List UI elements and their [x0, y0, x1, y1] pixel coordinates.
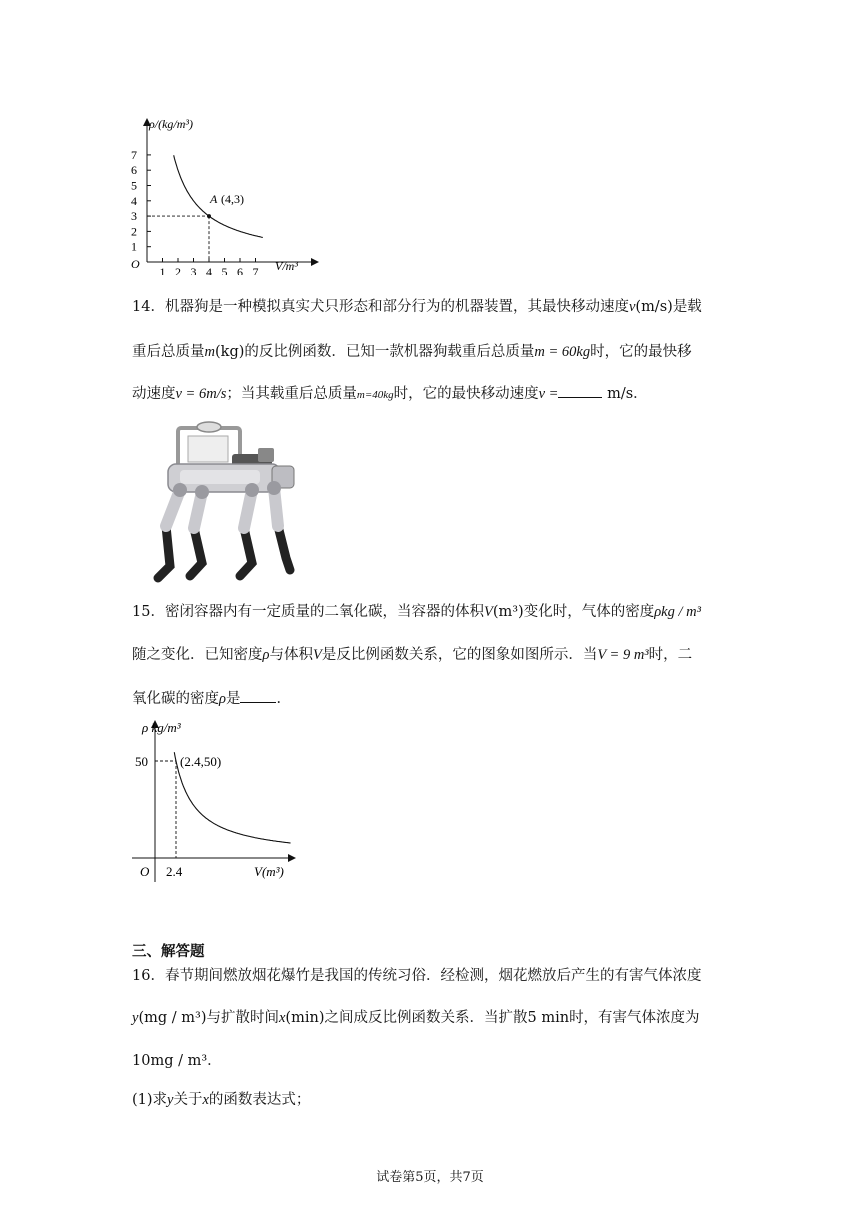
x-tick-label: 7 — [252, 265, 259, 275]
y-tick-label: 3 — [131, 209, 137, 224]
x-axis-label: V/m³ — [275, 259, 298, 273]
robot-dog-illustration — [140, 418, 300, 583]
x-axis-arrow — [311, 258, 319, 266]
chart-density-volume-2 — [128, 712, 303, 887]
y-axis-label: ρ/(kg/m³) — [149, 117, 194, 131]
q14-line-1: 14．机器狗是一种模拟真实犬只形态和部分行为的机器装置，其最快移动速度v(m/s)是载 — [132, 299, 702, 315]
q15-line-3: 氧化碳的密度ρ是 ． — [132, 688, 291, 709]
x-tick-label: 2 — [175, 265, 181, 275]
y-tick-label: 5 — [131, 178, 137, 193]
point-coords: (2.4,50) — [180, 754, 222, 769]
page-footer: 试卷第5页，共7页 — [376, 1170, 484, 1185]
x-axis-arrow — [288, 854, 296, 862]
answer-blank[interactable] — [240, 688, 276, 703]
y-tick-label: 4 — [131, 193, 137, 208]
y-tick-label: 6 — [131, 163, 137, 178]
y-tick-label: 7 — [131, 147, 137, 162]
chart-density-volume-1 — [125, 110, 325, 275]
x-tick-label: 1 — [159, 265, 166, 275]
x-value-label: 2.4 — [166, 864, 183, 879]
answer-blank[interactable] — [558, 383, 602, 398]
x-tick-label: 6 — [237, 265, 243, 275]
q14-line-3: 动速度v = 6m/s；当其载重后总质量m=40kg时，它的最快移动速度v = m/s． — [132, 383, 648, 405]
y-tick-label: 1 — [131, 239, 137, 254]
point-coords: (4,3) — [221, 192, 244, 206]
origin-label: O — [140, 864, 150, 879]
x-tick-label: 5 — [221, 265, 228, 275]
x-axis-label: V(m³) — [254, 864, 284, 879]
point-label: A — [210, 192, 218, 206]
hyperbola-curve — [174, 155, 263, 237]
q15-line-2: 随之变化．已知密度ρ与体积V是反比例函数关系，它的图象如图所示．当V = 9 m³时，二 — [132, 647, 693, 663]
y-axis-label: ρ kg/m³ — [142, 720, 181, 735]
y-value-label: 50 — [135, 754, 148, 769]
y-tick-label: 2 — [131, 224, 137, 239]
section-title: 三、解答题 — [132, 943, 205, 960]
origin-label: O — [131, 257, 140, 271]
q15-line-1: 15．密闭容器内有一定质量的二氧化碳，当容器的体积V(m³)变化时，气体的密度ρkg / m³ — [132, 604, 701, 620]
x-tick-label: 4 — [206, 265, 212, 275]
q16-line-1: 16．春节期间燃放烟花爆竹是我国的传统习俗．经检测，烟花燃放后产生的有害气体浓度 — [132, 968, 702, 984]
q16-sub-1: (1)求y关于x的函数表达式； — [132, 1092, 311, 1108]
q16-line-3: 10mg / m³． — [132, 1053, 222, 1069]
q16-line-2: y(mg / m³)与扩散时间x(min)之间成反比例函数关系．当扩散5 min时，有害气体浓度为 — [132, 1010, 700, 1026]
q14-line-2: 重后总质量m(kg)的反比例函数．已知一款机器狗载重后总质量m = 60kg时，它的最快移 — [132, 344, 692, 360]
point-a — [207, 214, 211, 218]
x-tick-label: 3 — [190, 265, 197, 275]
